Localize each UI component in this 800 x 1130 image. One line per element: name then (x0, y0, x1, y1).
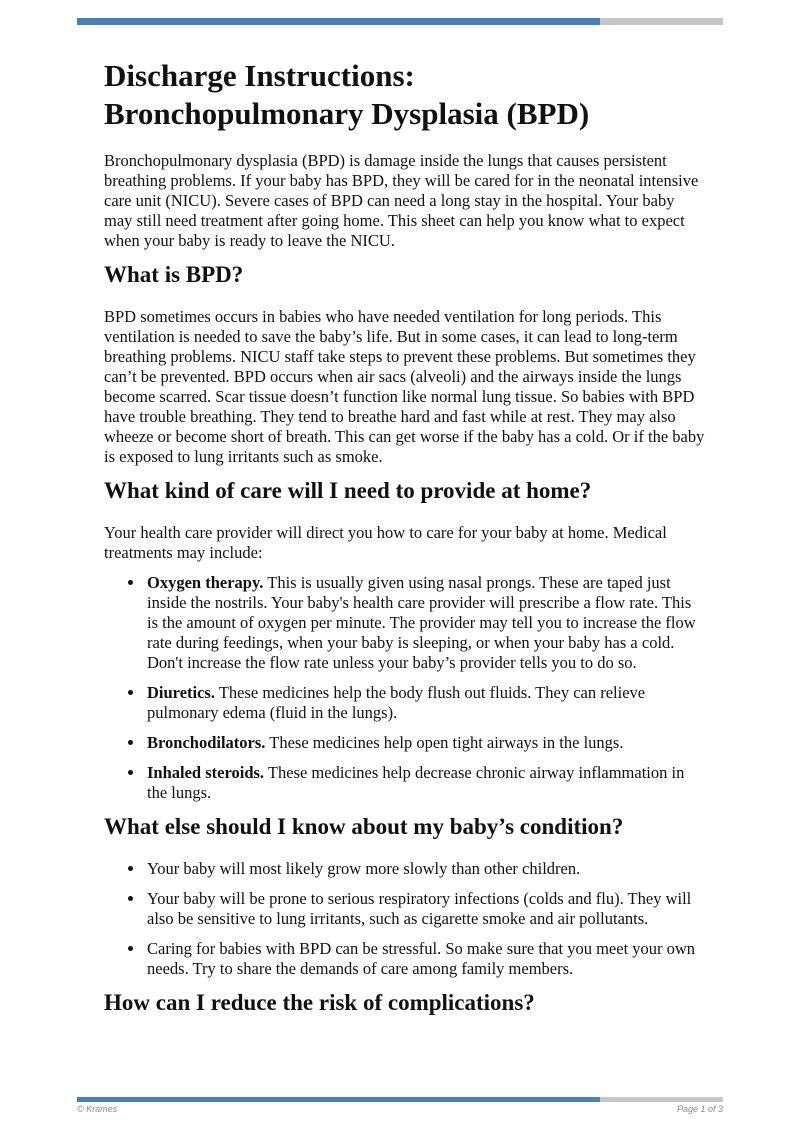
condition-info-list (104, 859, 705, 979)
bullet-text: Caring for babies with BPD can be stressful. So make sure that you meet your own needs. Try to share the demands of care among family members. (147, 939, 696, 978)
footer-rule-blue-segment (77, 1097, 600, 1102)
header-rule-gray-segment (600, 18, 723, 25)
header-rule-blue-segment (77, 18, 600, 25)
copyright-text: © Krames (77, 1104, 118, 1114)
bullet-text: These medicines help open tight airways in the lungs. (269, 733, 624, 752)
bullet-term: Bronchodilators. (147, 733, 266, 752)
section-heading-care-at-home: What kind of care will I need to provide at home? (104, 478, 592, 503)
list-item-inhaled-steroids (145, 763, 705, 803)
section-heading-reduce-risk: How can I reduce the risk of complications? (104, 990, 535, 1015)
section-body-what-is-bpd: BPD sometimes occurs in babies who have needed ventilation for long periods. This ventilation is needed to save the baby’s life. But in some cases, it can lead to long-term breathing problems. NICU staff take steps to prevent these problems. But sometimes they can’t be prevented. BPD occurs when air sacs (alveoli) and the airways inside the lungs become scarred. Scar tissue doesn’t function like normal lung tissue. So babies with BPD have trouble breathing. They tend to breathe hard and fast while at rest. They may also wheeze or become short of breath. This can get worse if the baby has a cold. Or if the baby is exposed to lung irritants such as smoke. (104, 307, 705, 466)
footer-rule (77, 1097, 723, 1102)
bullet-term: Oxygen therapy. (147, 573, 264, 592)
page-title-line2: Bronchopulmonary Dysplasia (BPD) (104, 96, 590, 131)
list-item-respiratory-infections (145, 889, 705, 929)
section-heading-baby-condition: What else should I know about my baby’s condition? (104, 814, 624, 839)
document-page (104, 57, 705, 1035)
bullet-text: This is usually given using nasal prongs. These are taped just inside the nostrils. Your baby's health care provider will prescribe a flow rate. This is the amount of oxygen per minute. The provider may tell you to increase the flow rate during feedings, when your baby is sleeping, or when your baby has a cold. Don't increase the flow rate unless your baby’s provider tells you to do so. (147, 573, 696, 672)
footer-rule-gray-segment (600, 1097, 723, 1102)
page-title (104, 57, 705, 133)
list-item-bronchodilators (145, 733, 705, 753)
list-item-diuretics (145, 683, 705, 723)
bullet-text: These medicines help the body flush out fluids. They can relieve pulmonary edema (fluid in the lungs). (147, 683, 646, 722)
bullet-term: Diuretics. (147, 683, 215, 702)
list-item-grow-slowly (145, 859, 705, 879)
bullet-text: Your baby will be prone to serious respiratory infections (colds and flu). They will also be sensitive to lung irritants, such as cigarette smoke and air pollutants. (147, 889, 692, 928)
intro-paragraph: Bronchopulmonary dysplasia (BPD) is damage inside the lungs that causes persistent breathing problems. If your baby has BPD, they will be cared for in the neonatal intensive care unit (NICU). Severe cases of BPD can need a long stay in the hospital. Your baby may still need treatment after going home. This sheet can help you know what to expect when your baby is ready to leave the NICU. (104, 151, 699, 250)
page-footer (77, 1104, 723, 1114)
header-rule (77, 18, 723, 25)
page-number: Page 1 of 3 (676, 1104, 723, 1114)
bullet-term: Inhaled steroids. (147, 763, 265, 782)
list-item-oxygen-therapy (145, 573, 705, 673)
section-heading-what-is-bpd: What is BPD? (104, 262, 244, 287)
bullet-text: These medicines help decrease chronic airway inflammation in the lungs. (147, 763, 685, 802)
bullet-text: Your baby will most likely grow more slowly than other children. (147, 859, 581, 878)
care-treatments-list (104, 573, 705, 803)
page-title-line1: Discharge Instructions: (104, 58, 415, 93)
section-body-care-at-home: Your health care provider will direct you how to care for your baby at home. Medical treatments may include: (104, 523, 667, 562)
list-item-caregiver-stress (145, 939, 705, 979)
